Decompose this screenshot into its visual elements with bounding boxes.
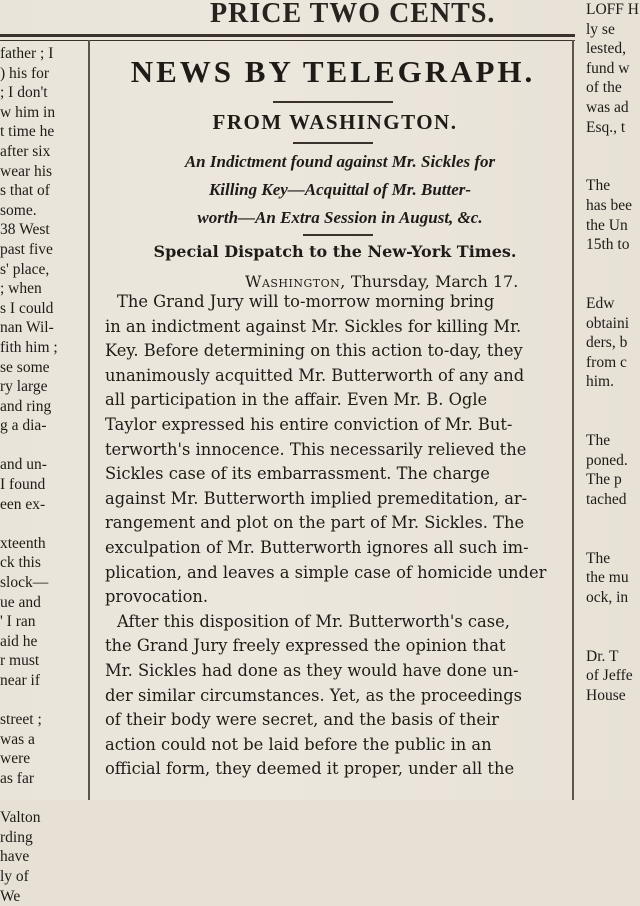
- body-line: all participation in the affair. Even Mr. B. Ogle: [105, 390, 488, 410]
- right-column-line: him.: [586, 373, 614, 391]
- right-column-line: poned.: [586, 451, 628, 469]
- right-column-line: of Jeffe: [586, 667, 633, 685]
- right-column-line: fund w: [586, 59, 630, 77]
- masthead-price: PRICE TWO CENTS.: [210, 0, 496, 29]
- right-column-line: [586, 509, 640, 529]
- masthead-rule-thin: [0, 40, 575, 41]
- left-column-line: ue and: [0, 593, 41, 611]
- left-column-line: slock—: [0, 574, 49, 592]
- left-column-line: have: [0, 848, 30, 866]
- left-column-line: ck this: [0, 554, 41, 572]
- body-line: Sickles case of its embarrassment. The charge: [105, 464, 490, 484]
- right-column-line: [586, 607, 640, 627]
- body-line: Mr. Sickles had done as they would have done un-: [105, 660, 519, 680]
- left-column-line: [0, 789, 84, 809]
- right-column-line: The: [586, 432, 611, 450]
- left-column-line: 38 West: [0, 221, 50, 239]
- right-column-line: from c: [586, 353, 627, 371]
- deck-line: worth—An Extra Session in August, &c.: [197, 208, 483, 227]
- left-column-line: was a: [0, 730, 35, 748]
- dispatch-line: Special Dispatch to the New-York Times.: [153, 242, 517, 261]
- left-column-line: ' I ran: [0, 613, 36, 631]
- body-line: of their body were secret, and the basis of their: [105, 710, 499, 730]
- left-column-line: We: [0, 887, 21, 905]
- right-column-line: of the: [586, 79, 622, 97]
- right-column-line: Dr. T: [586, 647, 619, 665]
- left-column-line: after six: [0, 142, 51, 160]
- left-column-line: se some: [0, 358, 50, 376]
- left-column-line: near if: [0, 672, 41, 689]
- article-body: [105, 290, 565, 782]
- column-divider-left: [88, 40, 90, 800]
- left-column-line: as far: [0, 769, 34, 787]
- dateline-place: Washington,: [245, 272, 346, 291]
- left-column-line: wear his: [0, 162, 53, 180]
- left-column-line: nan Wil-: [0, 319, 54, 337]
- right-column-line: tached: [586, 490, 627, 508]
- left-column-line: t time he: [0, 123, 55, 141]
- right-column-text: [586, 0, 640, 705]
- body-line: After this disposition of Mr. Butterworth's case,: [117, 611, 510, 631]
- body-line: action could not be laid before the public in an: [105, 734, 492, 754]
- right-column-line: 15th to: [586, 236, 630, 254]
- left-column-line: g a dia-: [0, 417, 47, 435]
- right-column-line: the Un: [586, 216, 628, 234]
- right-column-line: LOFF H: [586, 1, 639, 18]
- left-column-line: ry large: [0, 378, 48, 396]
- right-column-line: [586, 255, 640, 275]
- body-line: the Grand Jury freely expressed the opinion that: [105, 636, 506, 656]
- dateline-date: Thursday, March 17.: [345, 272, 519, 291]
- right-column-line: obtaini: [586, 314, 630, 332]
- body-line: exculpation of Mr. Butterworth ignores all such im-: [105, 537, 529, 557]
- left-column-line: were: [0, 750, 31, 768]
- left-column-line: rding: [0, 828, 33, 846]
- dateline: [245, 272, 565, 291]
- left-column-line: some.: [0, 201, 37, 219]
- body-line: official form, they deemed it proper, under all the: [105, 759, 515, 779]
- right-column-line: The p: [586, 471, 622, 489]
- deck-rule: [303, 234, 373, 236]
- body-line: unanimously acquitted Mr. Butterworth of any and: [105, 365, 525, 385]
- left-column-line: r must: [0, 652, 40, 670]
- left-column-line: een ex-: [0, 495, 46, 513]
- left-column-line: Valton: [0, 809, 41, 827]
- left-column-line: street ;: [0, 711, 42, 729]
- body-line: terworth's innocence. This necessarily relieved the: [105, 439, 527, 459]
- left-column-line: s' place,: [0, 260, 50, 278]
- article-deck: [105, 148, 575, 232]
- left-column-line: past five: [0, 240, 53, 258]
- right-column-line: ock, in: [586, 588, 629, 606]
- right-column-line: [586, 411, 640, 431]
- left-column-line: s I could: [0, 299, 54, 317]
- right-column-line: Edw: [586, 294, 615, 312]
- body-line: der similar circumstances. Yet, as the proceedings: [105, 685, 523, 705]
- right-column-line: [586, 137, 640, 157]
- right-column-line: ly se: [586, 20, 615, 38]
- subhead-rule: [293, 142, 373, 144]
- body-line: The Grand Jury will to-morrow morning bring: [117, 292, 495, 311]
- right-column-line: The: [586, 177, 611, 195]
- left-column-line: s that of: [0, 182, 50, 200]
- left-column-line: [0, 691, 84, 711]
- right-column-line: was ad: [586, 98, 629, 116]
- article-subhead: FROM WASHINGTON.: [212, 110, 458, 134]
- left-column-line: father ; I: [0, 45, 54, 62]
- left-column-line: ly of: [0, 867, 29, 885]
- left-column-line: w him in: [0, 103, 56, 121]
- left-column-line: and un-: [0, 456, 47, 474]
- article-headline: NEWS BY TELEGRAPH.: [130, 54, 536, 89]
- right-column-line: [586, 157, 640, 177]
- left-column-text: [0, 44, 84, 906]
- body-line: rangement and plot on the part of Mr. Sickles. The: [105, 513, 525, 533]
- deck-line: Killing Key—Acquittal of Mr. Butter-: [208, 180, 472, 199]
- right-column-line: lested,: [586, 40, 627, 58]
- left-column-line: ; when: [0, 280, 42, 298]
- right-column-line: [586, 274, 640, 294]
- right-column-line: Esq., t: [586, 118, 626, 136]
- left-column-line: xteenth: [0, 534, 46, 552]
- right-column-line: The: [586, 549, 611, 567]
- body-line: against Mr. Butterworth implied premeditation, ar-: [105, 488, 528, 508]
- left-column-line: [0, 436, 84, 456]
- left-column-line: I found: [0, 476, 46, 494]
- left-column-line: [0, 514, 84, 534]
- right-column-line: has bee: [586, 196, 633, 214]
- body-line: Taylor expressed his entire conviction of Mr. But-: [105, 414, 513, 434]
- masthead-rule: [0, 34, 575, 37]
- right-column-line: the mu: [586, 569, 629, 587]
- left-column-line: ; I don't: [0, 84, 48, 102]
- right-column-line: House: [586, 686, 626, 704]
- left-column-line: fith him ;: [0, 338, 58, 356]
- right-column-line: [586, 529, 640, 549]
- left-column-line: ) his for: [0, 64, 50, 82]
- body-line: in an indictment against Mr. Sickles for killing Mr.: [105, 316, 522, 336]
- body-line: Key. Before determining on this action to-day, they: [105, 341, 523, 361]
- headline-rule: [273, 101, 393, 103]
- left-column-line: and ring: [0, 397, 52, 415]
- body-line: provocation.: [105, 587, 209, 607]
- right-column-line: [586, 627, 640, 647]
- right-column-line: ders, b: [586, 334, 628, 352]
- left-column-line: aid he: [0, 632, 38, 650]
- right-column-line: [586, 392, 640, 412]
- deck-line: An Indictment found against Mr. Sickles for: [184, 152, 496, 171]
- body-line: plication, and leaves a simple case of homicide under: [105, 562, 547, 582]
